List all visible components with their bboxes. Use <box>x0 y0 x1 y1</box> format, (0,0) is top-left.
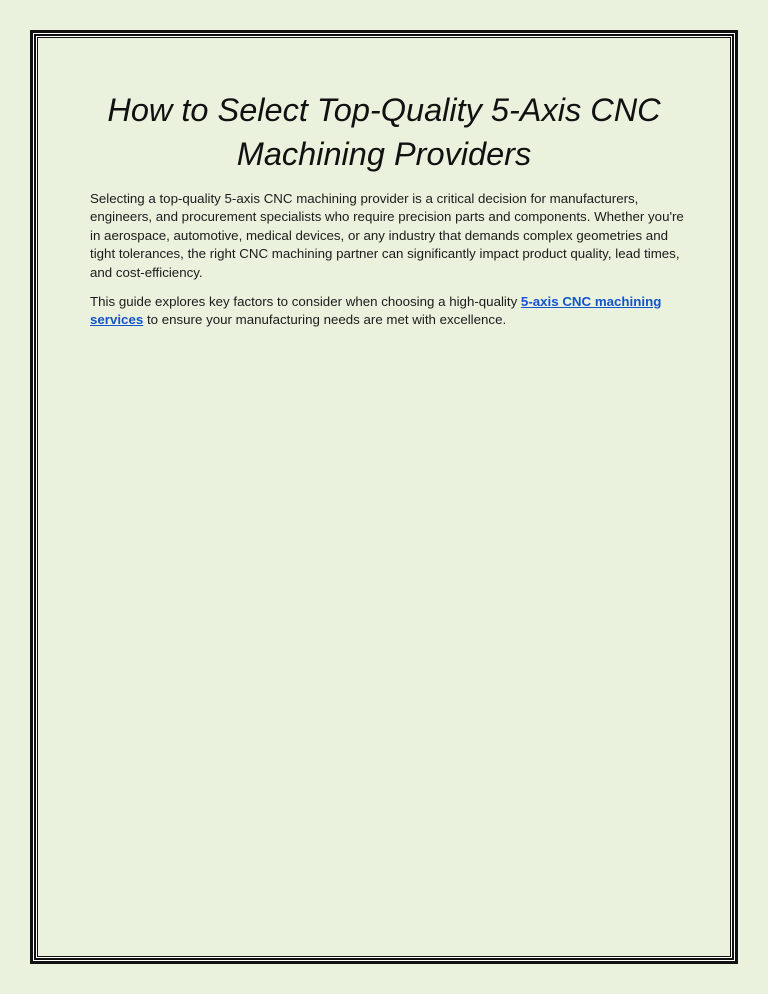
intro-paragraph: Selecting a top-quality 5-axis CNC machining provider is a critical decision for manufacturers, engineers, and procurement specialists who require precision parts and components. Whether you're in aerospace, automotive, medical devices, or any industry that demands complex geometries and tight tolerances, the right CNC machining partner can significantly impact product quality, lead times, and cost-efficiency. <box>90 191 684 280</box>
title-line-1: How to Select Top-Quality 5-Axis CNC <box>107 92 661 128</box>
document-body <box>90 190 690 341</box>
guide-paragraph <box>90 293 690 330</box>
guide-text-before-link: This guide explores key factors to consider when choosing a high-quality <box>90 294 521 310</box>
cnc-services-link[interactable]: 5-axis CNC machining services <box>90 294 662 328</box>
title-line-2: Machining Providers <box>236 136 532 172</box>
document-title <box>40 88 728 176</box>
guide-text-after-link: to ensure your manufacturing needs are met with excellence. <box>143 312 507 328</box>
